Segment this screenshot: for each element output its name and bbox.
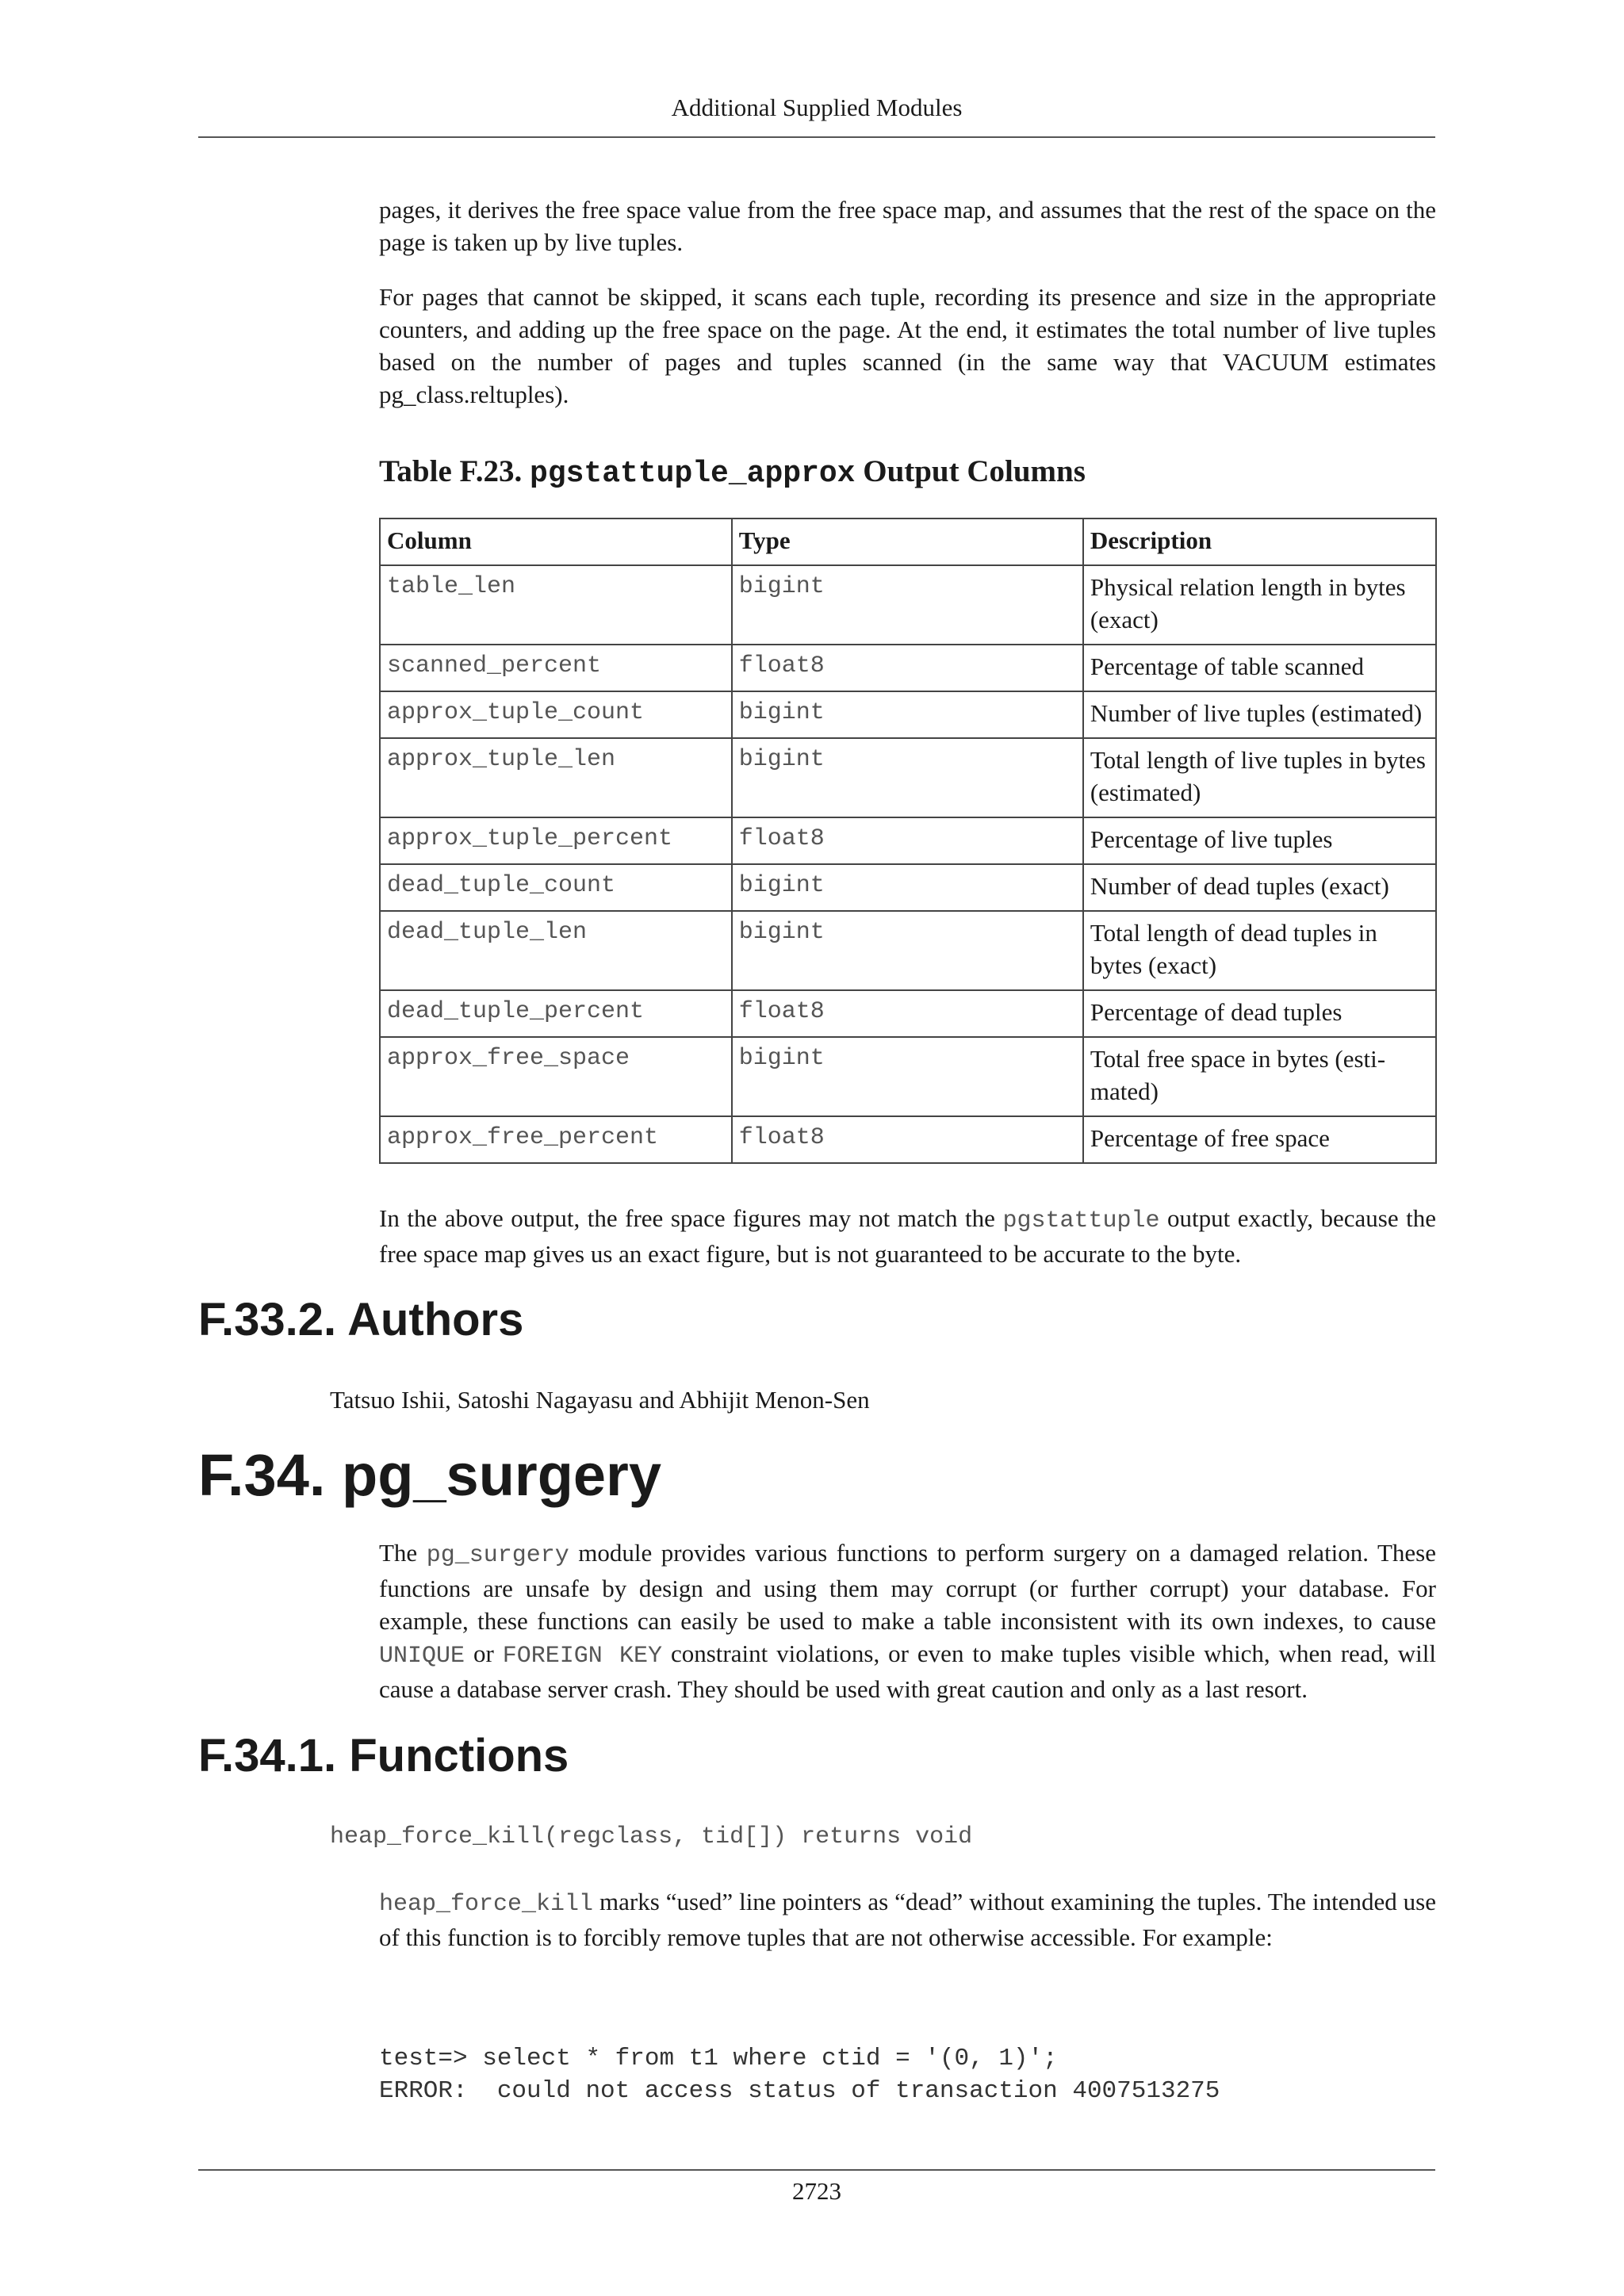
column-name-cell: scanned_percent — [380, 645, 732, 691]
column-name-cell: approx_free_percent — [380, 1116, 732, 1163]
type-cell: float8 — [732, 645, 1083, 691]
table-row — [380, 864, 1436, 911]
table-title-code: pgstattuple_approx — [530, 457, 856, 491]
column-header-column: Column — [380, 519, 732, 565]
header-rule — [198, 136, 1435, 138]
pg-surgery-paragraph — [379, 1536, 1436, 1705]
table-row — [380, 990, 1436, 1037]
table-row — [380, 738, 1436, 817]
pg-surgery-text-1: The — [379, 1539, 418, 1567]
type-cell: bigint — [732, 738, 1083, 817]
page-number: 2723 — [792, 2177, 841, 2205]
table-row — [380, 1037, 1436, 1116]
description-cell: Total free space in bytes (estimated) — [1083, 1037, 1436, 1116]
table-title-prefix: Table F.23. — [379, 454, 523, 488]
pg-surgery-text-3: or — [473, 1640, 494, 1667]
authors-text: Tatsuo Ishii, Satoshi Nagayasu and Abhijit Menon-Sen — [330, 1386, 870, 1414]
type-cell: bigint — [732, 565, 1083, 645]
description-cell: Percentage of live tuples — [1083, 817, 1436, 864]
column-name-cell: table_len — [380, 565, 732, 645]
description-cell: Physical relation length in bytes (exact) — [1083, 565, 1436, 645]
description-cell: Total length of dead tuples in bytes (exact) — [1083, 911, 1436, 990]
type-cell: bigint — [732, 691, 1083, 738]
after-table-text-2: output exactly, because the free space map gives us an exact figure, but is not guaranteed to be accurate to the byte. — [379, 1204, 1436, 1268]
type-cell: float8 — [732, 817, 1083, 864]
column-name-cell: approx_free_space — [380, 1037, 732, 1116]
table-title-suffix: Output Columns — [863, 454, 1086, 488]
heap-force-kill-code: heap_force_kill — [379, 1891, 594, 1918]
function-description-text: marks “used” line pointers as “dead” without examining the tuples. The intended use of this function is to forcibly remove tuples that are not otherwise accessible. For example: — [379, 1888, 1437, 1951]
after-table-paragraph — [379, 1202, 1436, 1270]
table-header-row — [380, 519, 1436, 565]
type-cell: bigint — [732, 1037, 1083, 1116]
column-name-cell: approx_tuple_len — [380, 738, 732, 817]
authors-heading: F.33.2. Authors — [198, 1294, 524, 1345]
table-title — [379, 453, 1086, 491]
example-code-block — [379, 2042, 1220, 2107]
column-name-cell: dead_tuple_len — [380, 911, 732, 990]
table-row — [380, 565, 1436, 645]
table-row — [380, 817, 1436, 864]
type-cell: bigint — [732, 911, 1083, 990]
description-cell: Number of live tuples (estimated) — [1083, 691, 1436, 738]
table-row — [380, 691, 1436, 738]
description-cell: Percentage of table scanned — [1083, 645, 1436, 691]
foreign-key-code: FOREIGN KEY — [502, 1643, 663, 1670]
description-cell: Number of dead tuples (exact) — [1083, 864, 1436, 911]
column-name-cell: approx_tuple_percent — [380, 817, 732, 864]
running-header: Additional Supplied Modules — [671, 94, 963, 121]
pg-surgery-heading: F.34. pg_surgery — [198, 1442, 662, 1508]
functions-heading: F.34.1. Functions — [198, 1730, 569, 1781]
pg-surgery-text-4: constraint violations, or even to make tuples visible which, when read, will cause a database server crash. They should be used with great caution and only as a last resort. — [379, 1640, 1436, 1703]
intro-paragraph-2: For pages that cannot be skipped, it scans each tuple, recording its presence and size in the appropriate counters, and adding up the free space on the page. At the end, it estimates the total number of live tuples based on the number of pages and tuples scanned (in the same way that VACUUM estimates pg_class.reltuples). — [379, 283, 1436, 408]
column-name-cell: dead_tuple_count — [380, 864, 732, 911]
pg-surgery-text-2: module provides various functions to perform surgery on a damaged relation. These functions are unsafe by design and using them may corrupt (or further corrupt) your database. For example, these functions can easily be used to make a table inconsistent with its own indexes, to cause — [379, 1539, 1436, 1635]
table-row — [380, 911, 1436, 990]
type-cell: float8 — [732, 1116, 1083, 1163]
footer-rule — [198, 2169, 1435, 2171]
unique-code: UNIQUE — [379, 1643, 465, 1670]
column-name-cell: approx_tuple_count — [380, 691, 732, 738]
table-row — [380, 645, 1436, 691]
function-signature: heap_force_kill(regclass, tid[]) returns void — [330, 1823, 973, 1850]
description-cell: Total length of live tuples in bytes (estimated) — [1083, 738, 1436, 817]
description-cell: Percentage of free space — [1083, 1116, 1436, 1163]
table-row — [380, 1116, 1436, 1163]
column-name-cell: dead_tuple_percent — [380, 990, 732, 1037]
description-cell: Percentage of dead tuples — [1083, 990, 1436, 1037]
intro-paragraph-1: pages, it derives the free space value from the free space map, and assumes that the rest of the space on the page is taken up by live tuples. — [379, 196, 1436, 256]
example-line-1: test=> select * from t1 where ctid = '(0, 1)'; — [379, 2045, 1058, 2072]
pg-surgery-code: pg_surgery — [426, 1542, 569, 1569]
type-cell: float8 — [732, 990, 1083, 1037]
column-header-type: Type — [732, 519, 1083, 565]
function-description — [379, 1885, 1436, 1954]
column-header-description: Description — [1083, 519, 1436, 565]
pgstattuple-code: pgstattuple — [1002, 1207, 1160, 1234]
type-cell: bigint — [732, 864, 1083, 911]
after-table-text-1: In the above output, the free space figures may not match the — [379, 1204, 995, 1232]
example-line-2: ERROR: could not access status of transaction 4007513275 — [379, 2077, 1220, 2105]
output-columns-table — [379, 518, 1437, 1164]
